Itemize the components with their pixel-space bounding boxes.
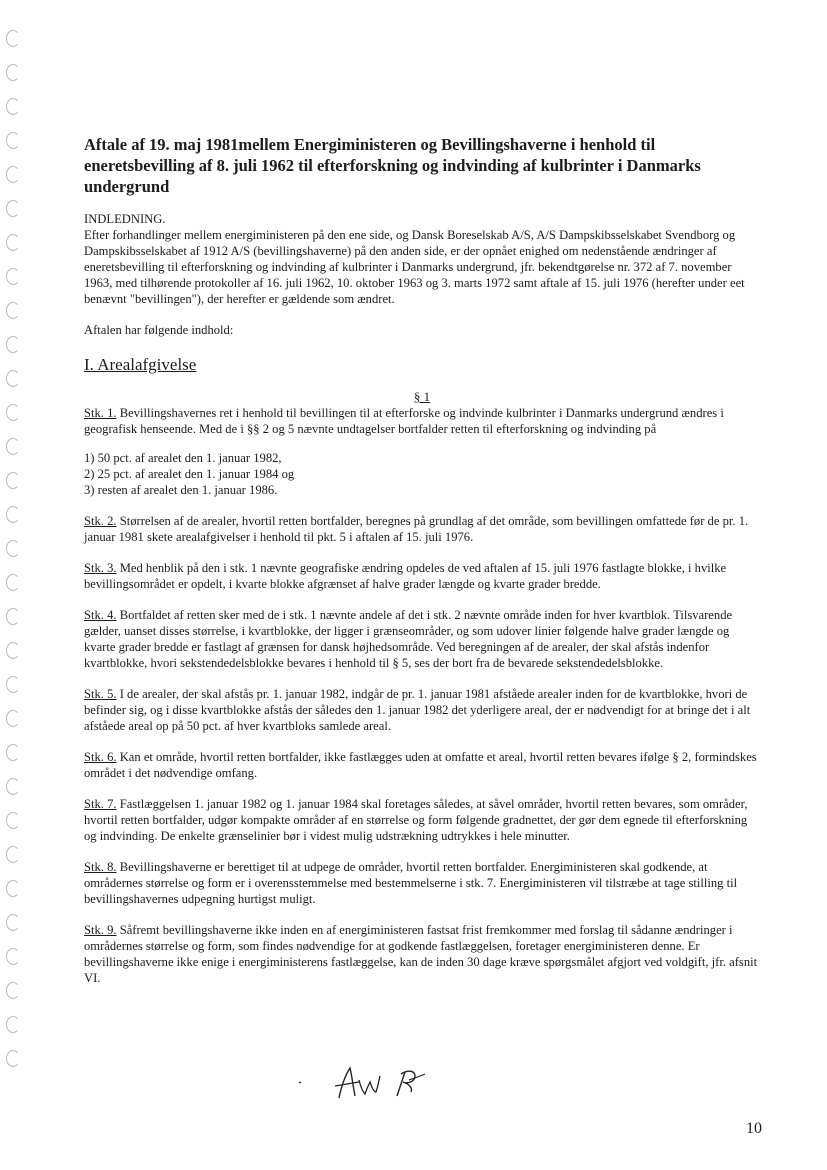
stk-1-label: Stk. 1. [84,406,117,420]
stk-5-text: I de arealer, der skal afstås pr. 1. januar 1982, indgår de pr. 1. januar 1981 afståede arealer inden for de kvartblokke, hvori de befinder sig, og i disse kvartblokke afstås der således den 1. januar 1982 det yderligere areal, der er nødvendigt for at bringe det i alt afståede areal op på 50 pct. af hver kvartbloks samlede areal. [84,687,751,733]
stk-9-label: Stk. 9. [84,923,117,937]
afgivelse-list [84,450,760,498]
list-item: 3) resten af arealet den 1. januar 1986. [84,483,278,497]
stk-8-text: Bevillingshaverne er berettiget til at udpege de områder, hvortil retten bortfalder. Energiministeren skal godkende, at områdernes størrelse og form er i overensstemmelse med bestemmelserne i stk. 7. Energiministeren vil tilstræbe at tage stilling til bevillingshavernes udpegning hurtigst muligt. [84,860,738,906]
section-title: I. Arealafgivelse [84,355,197,374]
stk-5-label: Stk. 5. [84,687,117,701]
document-page [84,134,760,1001]
stk-9 [84,922,760,986]
stk-3-text: Med henblik på den i stk. 1 nævnte geografiske ændring opdeles de ved aftalen af 15. juli 1976 fastlagte blokke, i hvilke bevillingsområdet er opdelt, i kvarte blokke afgrænset af halve grader længde og kvarte grader bredde. [84,561,727,591]
stk-2-text: Størrelsen af de arealer, hvortil retten bortfalder, beregnes på grundlag af det område, som bevillingen omfattede før de pr. 1. januar 1981 skete arealafgivelser i henhold til pkt. 5 i aftalen af 15. juli 1976. [84,514,749,544]
document-title: Aftale af 19. maj 1981mellem Energiministeren og Bevillingshaverne i henhold til eneretsbevilling af 8. juli 1962 til efterforskning og indvinding af kulbrinter i Danmarks undergrund [84,135,701,196]
stk-8 [84,859,760,907]
binder-holes [4,30,24,1070]
stk-3-label: Stk. 3. [84,561,117,575]
paragraph-mark: § 1 [413,389,431,404]
stk-7-label: Stk. 7. [84,797,117,811]
stk-1-text: Bevillingshavernes ret i henhold til bevillingen til at efterforske og indvinde kulbrinter i Danmarks undergrund ændres i geografisk henseende. Med de i §§ 2 og 5 nævnte undtagelser bortfalder retten til efterforskning og indvinding på [84,406,724,436]
stk-4-label: Stk. 4. [84,608,117,622]
handwritten-initials [295,1062,445,1102]
list-item: 1) 50 pct. af arealet den 1. januar 1982, [84,451,282,465]
stk-8-label: Stk. 8. [84,860,117,874]
stk-9-text: Såfremt bevillingshaverne ikke inden en af energiministeren fastsat frist fremkommer med forslag til sådanne ændringer i områdernes størrelse og form, som findes nødvendige for at godkende fastlæggelsen, foretager energiministeren denne. Er bevillingshaverne ikke enige i energiministerens fastlæggelse, kan de inden 30 dage kræve spørgsmålet afgjort ved voldgift, jfr. afsnit VI. [84,923,758,985]
stk-7 [84,796,760,844]
intro-text: Efter forhandlinger mellem energiministeren på den ene side, og Dansk Boreselskab A/S, A/S Dampskibsselskabet Svendborg og Dampskibsselskabet af 1912 A/S (bevillingshaverne) på den anden side, er der opnået enighed om nedenstående ændringer af eneretsbevilling til efterforskning og indvinding af kulbrinter i Danmarks undergrund, jfr. bekendtgørelse nr. 372 af 7. november 1963, med tilhørende protokoller af 16. juli 1962, 10. oktober 1963 og 3. marts 1972 samt aftale af 15. juli 1976 (herefter under eet benævnt "bevillingen"), der herefter er gældende som ændret. [84,228,745,306]
intro-heading: INDLEDNING. [84,212,166,226]
stk-5 [84,686,760,734]
stk-4 [84,607,760,671]
list-item: 2) 25 pct. af arealet den 1. januar 1984 og [84,467,295,481]
stk-2-label: Stk. 2. [84,514,117,528]
stk-6 [84,749,760,781]
stk-6-text: Kan et område, hvortil retten bortfalder, ikke fastlægges uden at omfatte et areal, hvortil retten bevares ifølge § 2, formindskes området i det nødvendige omfang. [84,750,757,780]
contents-line: Aftalen har følgende indhold: [84,323,234,337]
stk-3 [84,560,760,592]
stk-4-text: Bortfaldet af retten sker med de i stk. 1 nævnte andele af det i stk. 2 nævnte område inden for hver kvartblok. Tilsvarende gælder, uanset disses størrelse, i kvartblokke, der ligger i grænseområder, og som udover linier følgende halve grader længde og kvarte grader bredde er fastlagt af grænsen for dansk højhedsområde. Ved beregningen af de arealer, der skal afstås indenfor kvartblokke, hvori sekstendedelsblokke bevares i henhold til § 5, ses der bort fra de bevarede sekstendedelsblokke. [84,608,733,670]
stk-7-text: Fastlæggelsen 1. januar 1982 og 1. januar 1984 skal foretages således, at såvel områder, hvortil retten bevares, som områder, hvortil retten bortfalder, udgør kompakte områder af en størrelse og form følgende gradnettet, der gør dem egnede til efterforskning og indvinding. De enkelte grænselinier bør i videst mulig udstrækning udtrykkes i hele minutter. [84,797,748,843]
stk-1 [84,405,760,437]
stk-2 [84,513,760,545]
stk-6-label: Stk. 6. [84,750,117,764]
page-number: 10 [746,1120,762,1137]
